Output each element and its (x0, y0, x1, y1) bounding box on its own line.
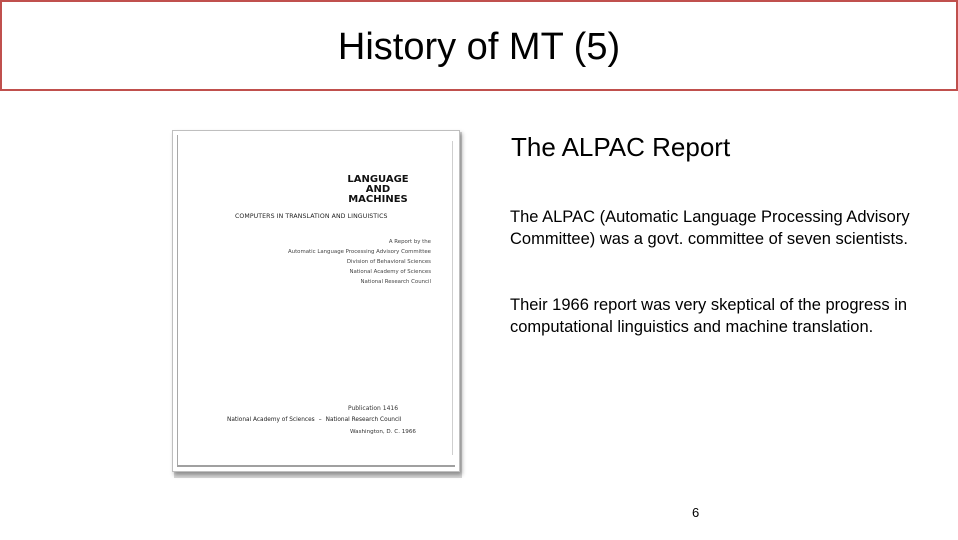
cover-credit-line: National Research Council (360, 279, 431, 285)
cover-subtitle: COMPUTERS IN TRANSLATION AND LINGUISTICS (235, 213, 388, 220)
cover-publisher: National Academy of Sciences – National Research Council (227, 417, 402, 423)
cover-credit-line: Division of Behavioral Sciences (346, 259, 431, 265)
cover-edge-bottom (177, 465, 455, 467)
cover-title-line: MACHINES (348, 194, 408, 205)
cover-location: Washington, D. C. 1966 (350, 429, 416, 435)
cover-title-line: AND (365, 184, 391, 195)
content-heading: The ALPAC Report (511, 132, 731, 162)
cover-publication: Publication 1416 (347, 405, 399, 412)
cover-edge-right (452, 141, 453, 455)
slide-title: History of MT (5) (337, 26, 621, 68)
paragraph-2: Their 1966 report was very skeptical of the progress in computational linguistics and machine translation. (510, 296, 908, 336)
report-cover-image (172, 130, 460, 472)
cover-edge-left (177, 135, 178, 465)
paragraph-1: The ALPAC (Automatic Language Processing Advisory Committee) was a govt. committee of seven scientists. (510, 208, 910, 248)
cover-credit-line: A Report by the (388, 239, 431, 245)
cover-credit-line: Automatic Language Processing Advisory Committee (287, 249, 431, 255)
page-number: 6 (692, 505, 700, 520)
cover-credits (271, 237, 431, 287)
cover-council: National Research Council (325, 417, 402, 423)
cover-title (333, 175, 423, 205)
title-box (0, 0, 958, 91)
cover-title-line: LANGUAGE (347, 174, 409, 185)
cover-academy: National Academy of Sciences (227, 417, 315, 423)
cover-credit-line: National Academy of Sciences (349, 269, 431, 275)
